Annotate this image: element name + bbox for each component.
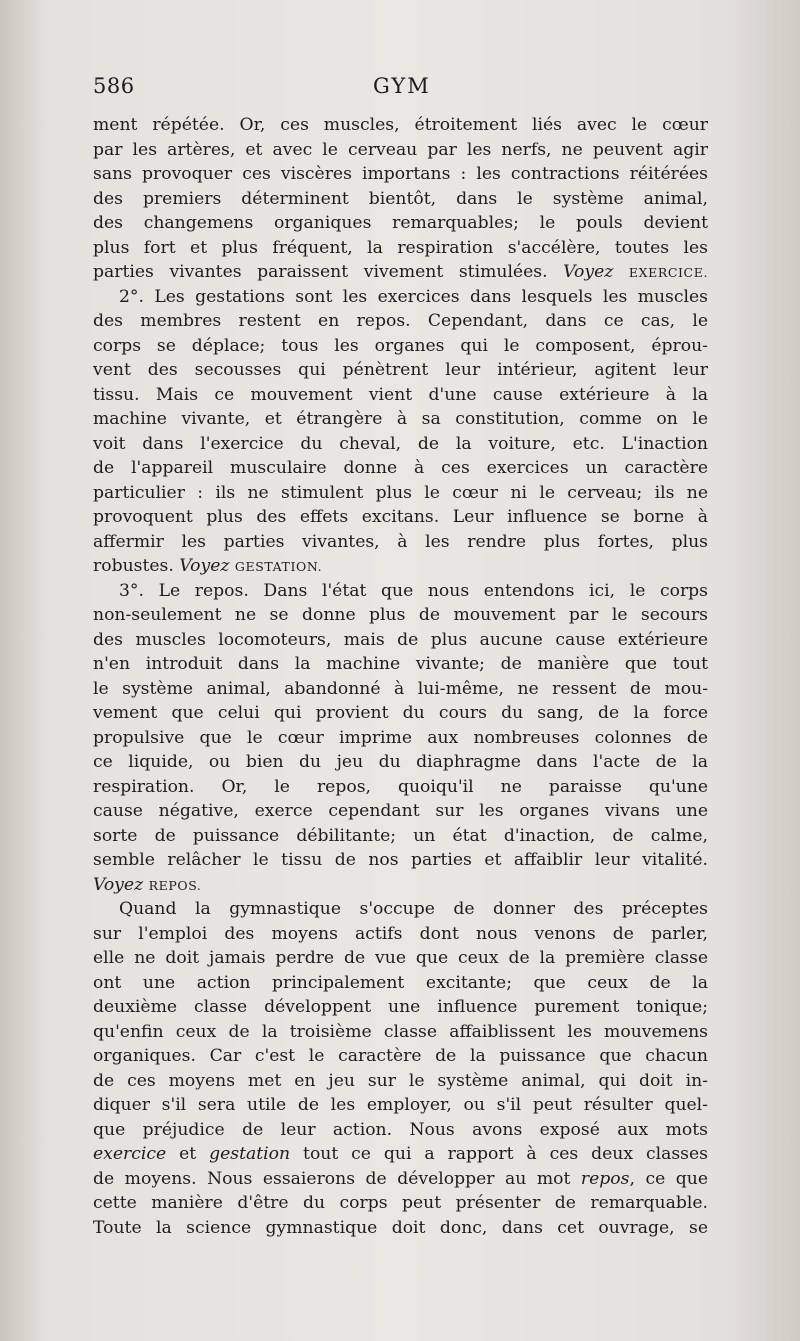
text-run: ce liquide, ou bien du jeu du diaphragme dans l'acte de la: [93, 752, 708, 772]
text-run: sur l'emploi des moyens actifs dont nous venons de parler,: [93, 923, 708, 944]
text-line: [93, 701, 708, 726]
text-line: [93, 383, 708, 408]
text-line: [93, 113, 708, 138]
text-run: respiration. Or, le repos, quoiqu'il ne paraisse qu'une: [93, 776, 708, 797]
text-line: [93, 873, 708, 898]
text-run: vement que celui qui provient du cours du sang, de la force: [93, 703, 708, 723]
text-line: [93, 652, 708, 677]
text-line: [93, 456, 708, 481]
text-run: 2°. Les gestations sont les exercices dans lesquels les muscles: [119, 286, 708, 307]
text-run: parties vivantes paraissent vivement stimulées.: [93, 262, 548, 282]
text-line: [93, 554, 708, 579]
text-run: propulsive que le cœur imprime aux nombreuses colonnes de: [93, 727, 708, 748]
text-run: Voyez: [563, 262, 614, 282]
text-run: EXERCICE.: [628, 265, 709, 280]
text-run: plus fort et plus fréquent, la respiration s'accélère, toutes les: [93, 237, 708, 258]
text-line: [93, 138, 708, 163]
text-line: [93, 1191, 708, 1216]
text-run: qu'enfin ceux de la troisième classe affaiblissent les mouvemens: [93, 1021, 708, 1042]
text-run: Toute la science gymnastique doit donc, dans cet ouvrage, se: [93, 1217, 708, 1238]
text-run: des muscles locomoteurs, mais de plus aucune cause extérieure: [93, 629, 708, 650]
text-run: sorte de puissance débilitante; un état d'inaction, de calme,: [93, 825, 708, 846]
text-run: de l'appareil musculaire donne à ces exercices un caractère: [93, 458, 708, 478]
text-line: [93, 677, 708, 702]
text-run: Voyez: [93, 874, 144, 895]
running-head: GYM: [373, 74, 431, 98]
text-line: [93, 579, 708, 604]
text-run: que préjudice de leur action. Nous avons exposé aux mots: [93, 1119, 708, 1140]
text-line: [93, 285, 708, 310]
text-line: [93, 628, 708, 653]
text-run: affermir les parties vivantes, à les rendre plus fortes, plus: [93, 531, 708, 552]
body-text: [93, 113, 708, 1240]
text-line: [93, 995, 708, 1020]
text-run: cette manière d'être du corps peut présenter de remarquable.: [93, 1193, 708, 1213]
text-line: [93, 1020, 708, 1045]
text-line: [93, 848, 708, 873]
text-line: [93, 530, 708, 555]
text-run: ment répétée. Or, ces muscles, étroitement liés avec le cœur: [93, 115, 708, 135]
text-line: [93, 1167, 708, 1192]
page-header: [93, 74, 713, 106]
text-line: [93, 1142, 708, 1167]
text-run: REPOS.: [148, 877, 202, 893]
text-line: [93, 162, 708, 187]
text-run: ont une action principalement excitante; que ceux de la: [93, 972, 708, 993]
page-number: 586: [93, 74, 135, 98]
text-run: semble relâcher le tissu de nos parties et affaiblir leur vitalité.: [93, 850, 708, 870]
text-line: [93, 750, 708, 775]
text-line: [93, 407, 708, 432]
text-run: GESTATION.: [234, 559, 323, 574]
text-run: repos: [580, 1168, 630, 1189]
text-line: [93, 726, 708, 751]
text-run: Quand la gymnastique s'occupe de donner des préceptes: [119, 899, 708, 919]
text-line: [93, 505, 708, 530]
text-run: n'en introduit dans la machine vivante; de manière que tout: [93, 654, 708, 674]
text-line: [93, 1044, 708, 1069]
text-run: Voyez: [179, 556, 230, 576]
text-run: organiques. Car c'est le caractère de la puissance que chacun: [93, 1046, 708, 1066]
text-line: [93, 897, 708, 922]
text-run: provoquent plus des effets excitans. Leur influence se borne à: [93, 507, 708, 527]
text-run: de moyens. Nous essaierons de développer au mot: [93, 1168, 571, 1189]
text-run: tout ce qui a rapport à ces deux classes: [290, 1144, 708, 1164]
text-line: [93, 309, 708, 334]
text-run: exercice: [93, 1144, 167, 1164]
text-run: et: [166, 1144, 210, 1164]
text-line: [93, 1216, 708, 1241]
text-run: des changemens organiques remarquables; le pouls devient: [93, 213, 708, 233]
text-run: diquer s'il sera utile de les employer, ou s'il peut résulter quel-: [93, 1095, 708, 1115]
text-line: [93, 236, 708, 261]
text-run: deuxième classe développent une influence purement tonique;: [93, 997, 708, 1017]
text-line: [93, 1118, 708, 1143]
text-line: [93, 1069, 708, 1094]
text-run: cause négative, exerce cependant sur les organes vivans une: [93, 801, 708, 821]
text-line: [93, 358, 708, 383]
text-run: elle ne doit jamais perdre de vue que ceux de la première classe: [93, 948, 708, 968]
text-run: robustes.: [93, 556, 174, 576]
text-line: [93, 334, 708, 359]
text-line: [93, 799, 708, 824]
text-line: [93, 946, 708, 971]
text-run: 3°. Le repos. Dans l'état que nous entendons ici, le corps: [119, 580, 708, 601]
text-run: tissu. Mais ce mouvement vient d'une cause extérieure à la: [93, 384, 708, 405]
text-run: vent des secousses qui pénètrent leur intérieur, agitent leur: [93, 360, 708, 380]
text-run: par les artères, et avec le cerveau par les nerfs, ne peuvent agir: [93, 139, 708, 160]
text-run: voit dans l'exercice du cheval, de la voiture, etc. L'inaction: [93, 433, 708, 454]
text-run: corps se déplace; tous les organes qui le composent, éprou-: [93, 335, 708, 356]
text-run: des premiers déterminent bientôt, dans le système animal,: [93, 188, 708, 209]
text-line: [93, 1093, 708, 1118]
text-line: [93, 187, 708, 212]
text-line: [93, 922, 708, 947]
text-run: sans provoquer ces viscères importans : les contractions réitérées: [93, 164, 708, 184]
text-run: le système animal, abandonné à lui-même, ne ressent de mou-: [93, 678, 708, 699]
text-line: [93, 603, 708, 628]
text-run: , ce que: [629, 1168, 709, 1189]
text-line: [93, 260, 708, 285]
text-line: [93, 775, 708, 800]
text-line: [93, 432, 708, 457]
text-line: [93, 481, 708, 506]
text-run: des membres restent en repos. Cependant, dans ce cas, le: [93, 311, 708, 331]
text-run: particulier : ils ne stimulent plus le cœur ni le cerveau; ils ne: [93, 482, 708, 503]
text-line: [93, 211, 708, 236]
text-run: non-seulement ne se donne plus de mouvement par le secours: [93, 605, 708, 625]
text-run: gestation: [209, 1144, 291, 1164]
text-line: [93, 971, 708, 996]
text-line: [93, 824, 708, 849]
text-run: machine vivante, et étrangère à sa constitution, comme on le: [93, 409, 708, 429]
text-run: de ces moyens met en jeu sur le système animal, qui doit in-: [93, 1070, 708, 1091]
